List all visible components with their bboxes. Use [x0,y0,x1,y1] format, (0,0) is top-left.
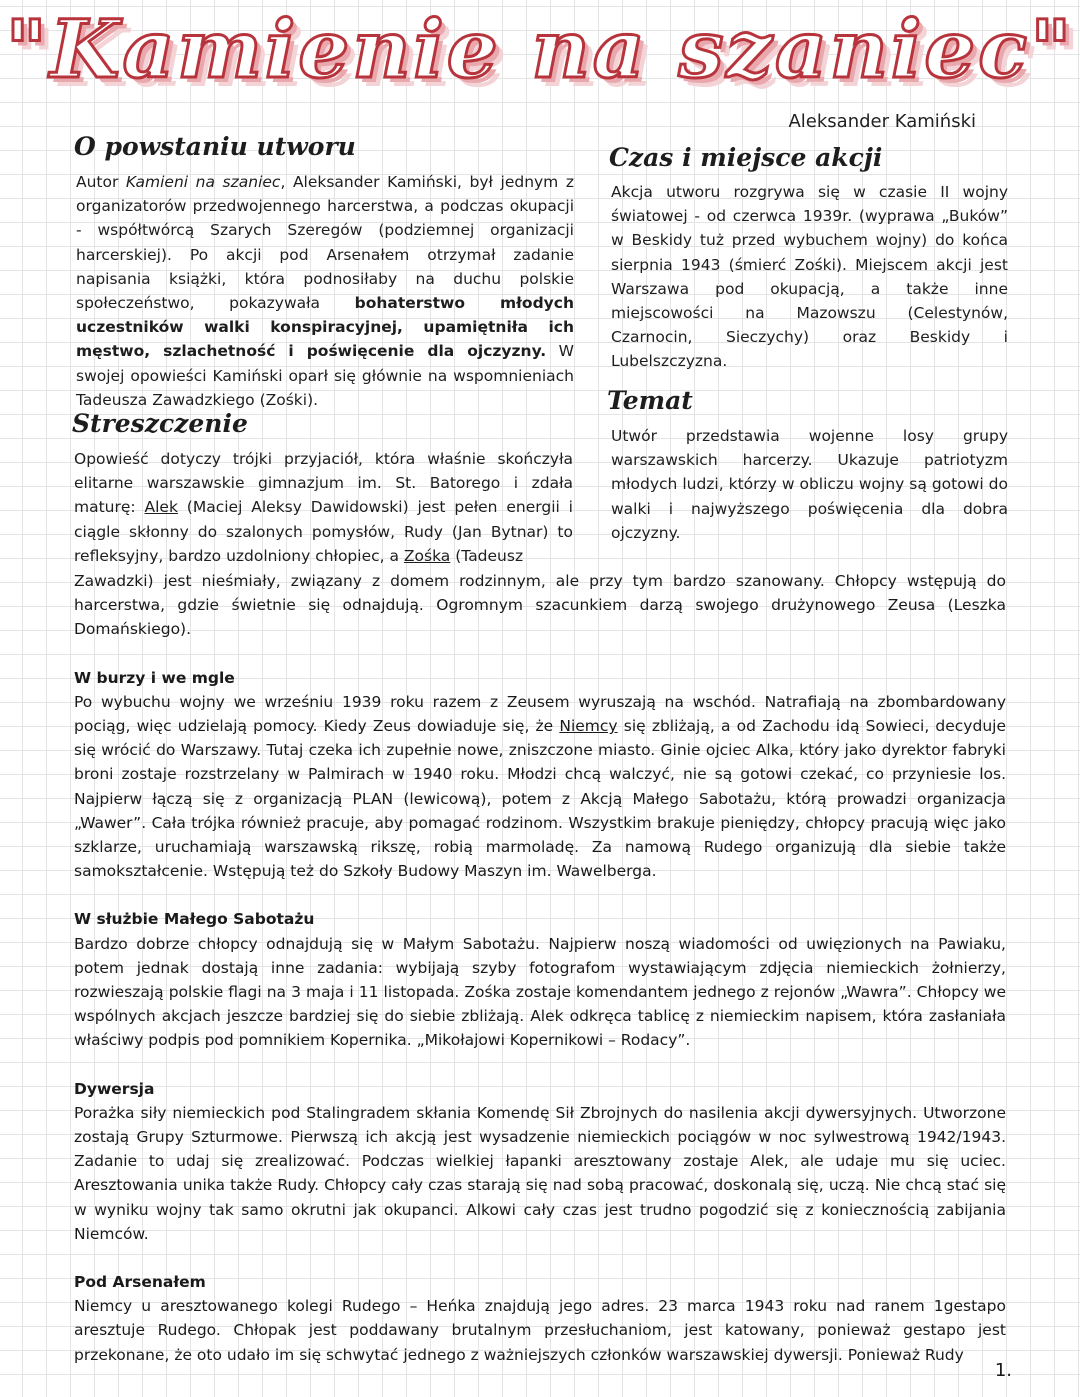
heading-o-powstaniu: O powstaniu utworu [74,132,356,161]
heading-czas: Czas i miejsce akcji [609,143,883,172]
heading-streszczenie: Streszczenie [72,409,248,438]
section-title-burza: W burzy i we mgle [74,668,235,687]
main-body [74,569,1006,1367]
section-text-arsenal: Niemcy u aresztowanego kolegi Rudego – Heńka znajdują jego adres. 23 marca 1943 roku nad ranem 1gestapo aresztuje Rudego. Chłopak jest poddawany brutalnym przesłuchaniom, jest katowany, ponieważ gestapo jest przekonane, że oto udało im się schwytać jednego z ważniejszych członków warszawskiej dywersji. Ponieważ Rudy [74,1297,1006,1364]
streszczenie-text-2: Zawadzki) jest nieśmiały, związany z domem rodzinnym, ale przy tym bardzo szanowany. Chłopcy wstępują do harcerstwa, gdzie świetnie się odnajdują. Ogromnym szacunkiem darzą swojego drużynowego Zeusa (Leszka Domańskiego). [74,572,1006,639]
czas-text: Akcja utworu rozgrywa się w czasie II wojny światowej - od czerwca 1939r. (wyprawa „Buków” w Beskidy tuż przed wybuchem wojny) do końca sierpnia 1943 (śmierć Zośki). Miejscem akcji jest Warszawa pod okupacją, a także inne miejscowości na Mazowszu (Celestynów, Czarnocin, Sieczychy) oraz Beskidy i Lubelszczyzna. [611,183,1008,371]
author-name: Aleksander Kamiński [788,111,976,132]
section-text-burza: Po wybuchu wojny we wrześniu 1939 roku razem z Zeusem wyruszają na wschód. Natrafiają na zbombardowany pociąg, więc udzielają pomocy. Kiedy Zeus dowiaduje się, że Niemcy się zbliżają, a od Zachodu idą Sowieci, decyduje się wrócić do Warszawy. Tutaj czeka ich zupełnie nowe, zniszczone miasto. Ginie ojciec Alka, który jako dyrektor fabryki broni zostaje rozstrzelany w Palmirach w 1940 roku. Młodzi chcą walczyć, nie są gotowi czekać, co przyniesie los. Najpierw łączą się z organizacją PLAN (lewicową), potem z Akcją Małego Sabotażu, którą prowadzi organizacja „Wawer”. Cała trójka również pracuje, aby pomagać rodzinom. Wszystkim brakuje pieniędzy, chłopcy pracują więc jako szklarze, uruchamiają warszawską rikszę, robią marmoladę. Za namową Rudego organizują dla siebie także samokształcenie. Wstępują też do Szkoły Budowy Maszyn im. Wawelberga. [74,692,1006,881]
streszczenie-text-1: Opowieść dotyczy trójki przyjaciół, która właśnie skończyła elitarne warszawskie gimnazjum im. St. Batorego i zdała maturę: Alek (Maciej Aleksy Dawidowski) jest pełen energii i ciągle skłonny do szalonych pomysłów, Rudy (Jan Bytnar) to refleksyjny, bardzo uzdolniony chłopiec, a Zośka (Tadeusz [74,450,573,565]
heading-temat: Temat [607,386,693,415]
section-title-sabotaz: W służbie Małego Sabotażu [74,910,315,929]
section-title-arsenal: Pod Arsenałem [74,1273,206,1292]
o-powstaniu-text: Autor Kamieni na szaniec, Aleksander Kamiński, był jednym z organizatorów przedwojennego harcerstwa, a podczas okupacji - współtwórcą Szarych Szeregów (podziemnej organizacji harcerskiej). Po akcji pod Arsenałem otrzymał zadanie napisania książki, która podnosiłaby na duchu polskie społeczeństwo, pokazywała bohaterstwo młodych uczestników walki konspiracyjnej, upamiętniła ich męstwo, szlachetność i poświęcenie dla ojczyzny. W swojej opowieści Kamiński oparł się głównie na wspomnieniach Tadeusza Zawadzkiego (Zośki). [76,173,574,409]
page-number: 1. [994,1360,1012,1381]
section-text-dywersja: Porażka siły niemieckich pod Stalingradem skłania Komendę Sił Zbrojnych do nasilenia akcji dywersyjnych. Utworzone zostają Grupy Szturmowe. Pierwszą ich akcją jest wysadzenie niemieckich pociągów w noc sylwestrową 1942/1943. Zadanie to udaj się zrealizować. Podczas wielkiej łapanki aresztowany zostaje Alek, ale udaje mu się uciec. Aresztowania unika także Rudy. Chłopcy cały czas starają się nad sobą pracować, doskonalą się, uczą. Nie chcą stać się w wyniku wojny tak samo okrutni jak okupanci. Alkowi cały czas jest trudno pogodzić się z koniecznością zabijania Niemców. [74,1103,1006,1243]
page-title: "Kamienie na szaniec" [5,2,1075,96]
section-text-sabotaz: Bardzo dobrze chłopcy odnajdują się w Małym Sabotażu. Najpierw noszą wiadomości od uwięzionych na Pawiaku, potem jednak dostają inne zadania: wybijają szyby fotografom wystawiającym zdjęcia niemieckich żołnierzy, rozwieszają polskie flagi na 3 maja i 11 listopada. Zośka zostaje komendantem jednego z rejonów „Wawra”. Chłopcy we wspólnych akcjach jeszcze bardziej się do siebie zbliżają. Alek odkręca tablicę z niemieckim napisem, która zasłaniała właściwy podpis pod pomnikiem Kopernika. „Mikołajowi Kopernikowi – Rodacy”. [74,934,1006,1050]
section-title-dywersja: Dywersja [74,1079,155,1098]
temat-text: Utwór przedstawia wojenne losy grupy warszawskich harcerzy. Ukazuje patriotyzm młodych ludzi, którzy w obliczu wojny są gotowi do walki i najwyższego poświęcenia dla dobra ojczyzny. [611,427,1008,542]
